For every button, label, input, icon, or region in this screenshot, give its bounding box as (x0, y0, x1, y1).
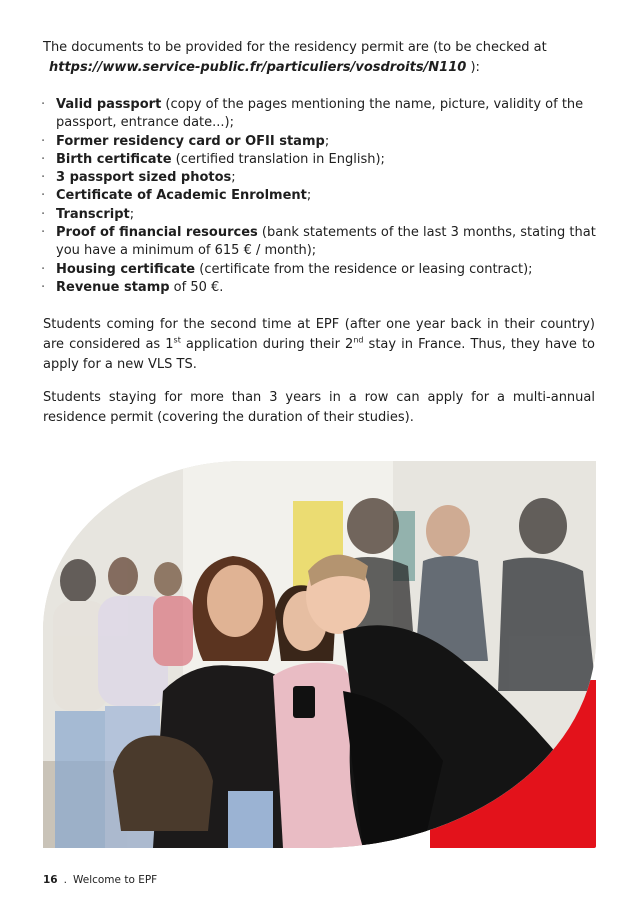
bullet: · (41, 133, 46, 149)
bullet: · (41, 225, 46, 241)
list-item (40, 169, 600, 187)
bullet: · (41, 206, 46, 222)
document-detail: ; (324, 133, 330, 149)
document-detail: of 50 €. (169, 279, 224, 295)
list-item (40, 96, 600, 133)
bullet: · (41, 188, 46, 204)
document-detail: (certificate from the residence or leasing contract); (195, 261, 533, 277)
document-detail: (copy of the pages mentioning the name, picture, validity of the passport, entrance date...); (56, 97, 584, 131)
ordinal-suffix: nd (353, 335, 364, 345)
page-footer (43, 874, 157, 886)
document-detail: ; (129, 206, 135, 222)
document-name: 3 passport sized photos (56, 170, 232, 186)
document-name: Valid passport (56, 97, 162, 112)
service-public-link[interactable]: https://www.service-public.fr/particuliers/vosdroits/N110 (49, 60, 467, 75)
list-item (40, 151, 600, 169)
document-name: Former residency card or OFII stamp (56, 133, 325, 149)
list-item (40, 279, 600, 297)
bullet: · (41, 170, 46, 186)
footer-title: Welcome to EPF (72, 874, 158, 886)
document-name: Certificate of Academic Enrolment (56, 188, 307, 204)
second-time-text-1: Students coming for the second time at EPF (after one year back in their country) are considered as 1 (43, 317, 595, 352)
document-name: Revenue stamp (56, 279, 170, 295)
document-detail: (bank statements of the last 3 months, stating that you have a minimum of 615 € / month); (56, 225, 596, 259)
document-name: Housing certificate (56, 261, 196, 277)
list-item (40, 224, 600, 261)
intro-paragraph (43, 38, 595, 78)
multi-annual-paragraph: Students staying for more than 3 years in a row can apply for a multi-annual residence permit (covering the duration of their studies). (43, 390, 595, 425)
required-documents-list (40, 96, 600, 297)
page-number: 16 (43, 874, 58, 886)
bullet: · (41, 261, 46, 277)
footer-separator: . (63, 874, 67, 886)
document-detail: ; (231, 170, 236, 186)
list-item (40, 133, 600, 151)
list-item (40, 261, 600, 279)
document-name: Transcript (56, 206, 130, 222)
list-item (40, 206, 600, 224)
document-name: Proof of financial resources (56, 225, 258, 241)
second-time-text-2: application during their 2 (180, 337, 354, 352)
document-detail: (certified translation in English); (171, 151, 385, 167)
bullet: · (41, 279, 46, 295)
bullet: · (41, 97, 46, 112)
document-detail: ; (306, 188, 312, 204)
second-time-text-3: stay in France. Thus, they have to apply for a new VLS TS. (43, 337, 595, 372)
document-name: Birth certificate (56, 151, 172, 167)
ordinal-suffix: st (173, 335, 181, 345)
intro-text: The documents to be provided for the residency permit are (to be checked at (43, 40, 547, 55)
bullet: · (41, 151, 46, 167)
intro-closing: ): (466, 60, 480, 75)
second-time-paragraph (43, 315, 595, 375)
list-item (40, 187, 600, 205)
